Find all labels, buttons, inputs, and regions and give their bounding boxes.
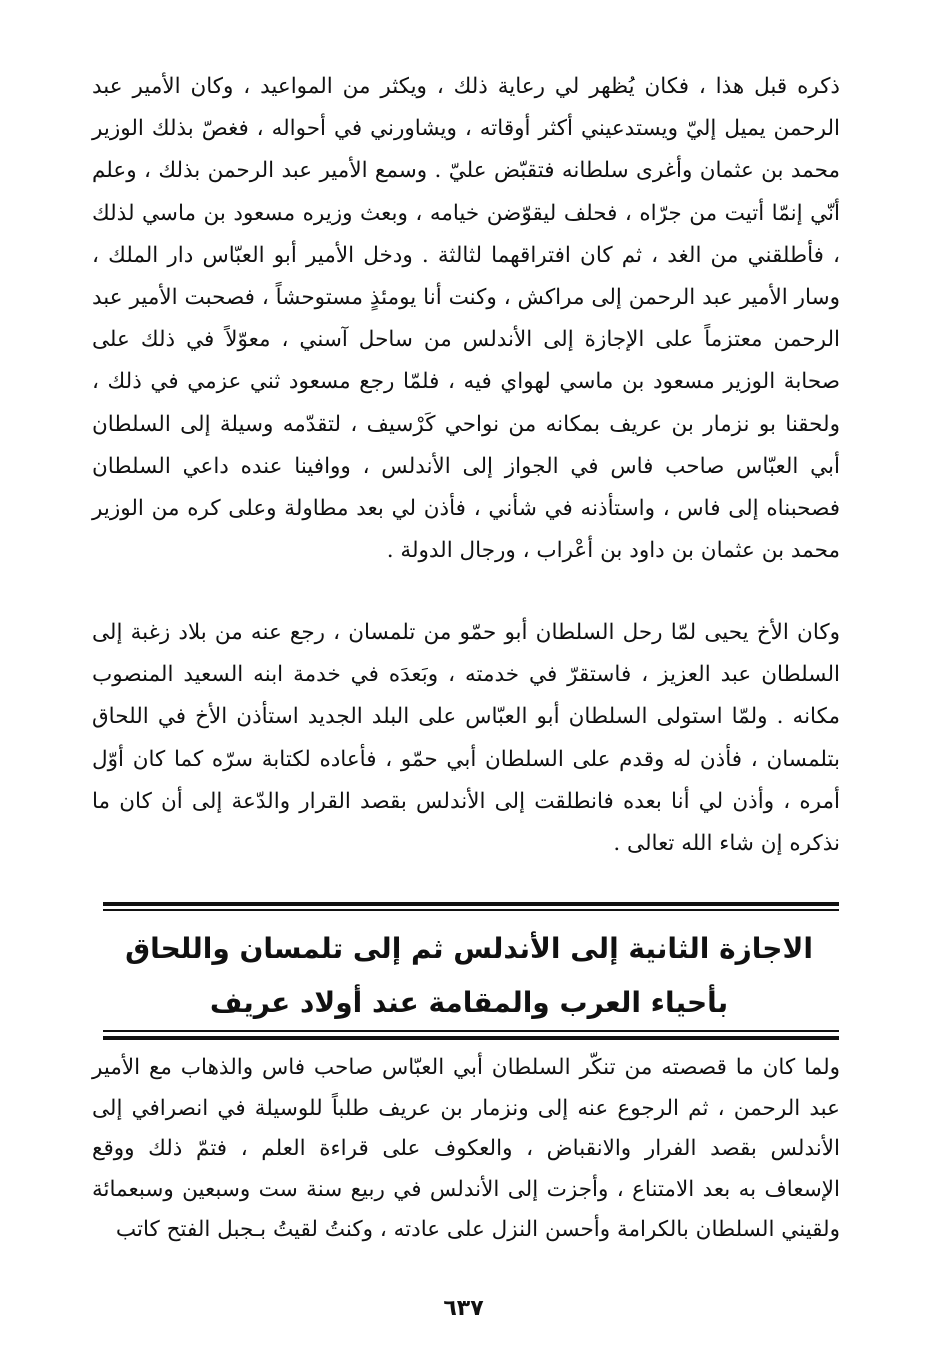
heading-top-thin-rule <box>103 909 839 911</box>
body-paragraph-2: وكان الأخ يحيى لمّا رحل السلطان أبو حمّو من تلمسان ، رجع عنه من بلاد زغبة إلى السلطان عبد العزيز ، فاستقرّ في خدمته ، وبَعدَه في خدمة ابنه السعيد المنصوب مكانه . ولمّا استولى السلطان أبو العبّاس على البلد الجديد استأذن الأخ في اللحاق بتلمسان ، فأذن له وقدم على السلطان أبي حمّو ، فأعاده لكتابة سرّه كما كان أوّل أمره ، وأذن لي أنا بعده فانطلقت إلى الأندلس بقصد القرار والدّعة إلى أن كان ما نذكره إن شاء الله تعالى . <box>92 620 840 857</box>
heading-top-thick-rule <box>103 902 839 906</box>
heading-bottom-thin-rule <box>103 1030 839 1032</box>
page-number: ٦٣٧ <box>443 1296 484 1321</box>
section-heading: الاجازة الثانية إلى الأندلس ثم إلى تلمسان واللحاق بأحياء العرب والمقامة عند أولاد عريف <box>125 932 813 1019</box>
heading-bottom-thick-rule <box>103 1036 839 1040</box>
body-paragraph-3: ولما كان ما قصصته من تنكّر السلطان أبي العبّاس صاحب فاس والذهاب مع الأمير عبد الرحمن ، ثم الرجوع عنه إلى ونزمار بن عريف طلباً للوسيلة في انصرافي إلى الأندلس بقصد الفرار والانقباض ، والعكوف على قراءة العلم ، فتمّ ذلك ووقع الإسعاف به بعد الامتناع ، وأجزت إلى الأندلس في ربيع سنة ست وسبعين وسبعمائة ولقيني السلطان بالكرامة وأحسن النزل على عادته ، وكنتُ لقيتُ بـجبل الفتح كاتب <box>92 1055 840 1242</box>
body-paragraph-1: ذكره قبل هذا ، فكان يُظهر لي رعاية ذلك ، ويكثر من المواعيد ، وكان الأمير عبد الرحمن يميل إليّ ويستدعيني أكثر أوقاته ، ويشاورني في أحواله ، فغصّ بذلك الوزير محمد بن عثمان وأغرى سلطانه فتقبّض عليّ . وسمع الأمير عبد الرحمن بذلك ، وعلم أنّي إنمّا أتيت من جرّاه ، فحلف ليقوّضن خيامه ، وبعث وزيره مسعود بن ماسي لذلك ، فأطلقني من الغد ، ثم كان افتراقهما لثالثة . ودخل الأمير أبو العبّاس دار الملك ، وسار الأمير عبد الرحمن إلى مراكش ، وكنت أنا يومئذٍ مستوحشاً ، فصحبت الأمير عبد الرحمن معتزماً على الإجازة إلى الأندلس من ساحل آسني ، معوّلاً في ذلك على صحابة الوزير مسعود بن ماسي لهواي فيه ، فلمّا رجع مسعود ثني عزمي في ذلك ، ولحقنا بو نزمار بن عريف بمكانه من نواحي كَرْسيف ، لتقدّمه وسيلة إلى السلطان أبي العبّاس صاحب فاس في الجواز إلى الأندلس ، ووافينا عنده داعي السلطان فصحبناه إلى فاس ، واستأذنه في شأني ، فأذن لي بعد مطاولة وعلى كره من الوزير محمد بن عثمان بن داود بن أعْراب ، ورجال الدولة . <box>92 74 840 564</box>
